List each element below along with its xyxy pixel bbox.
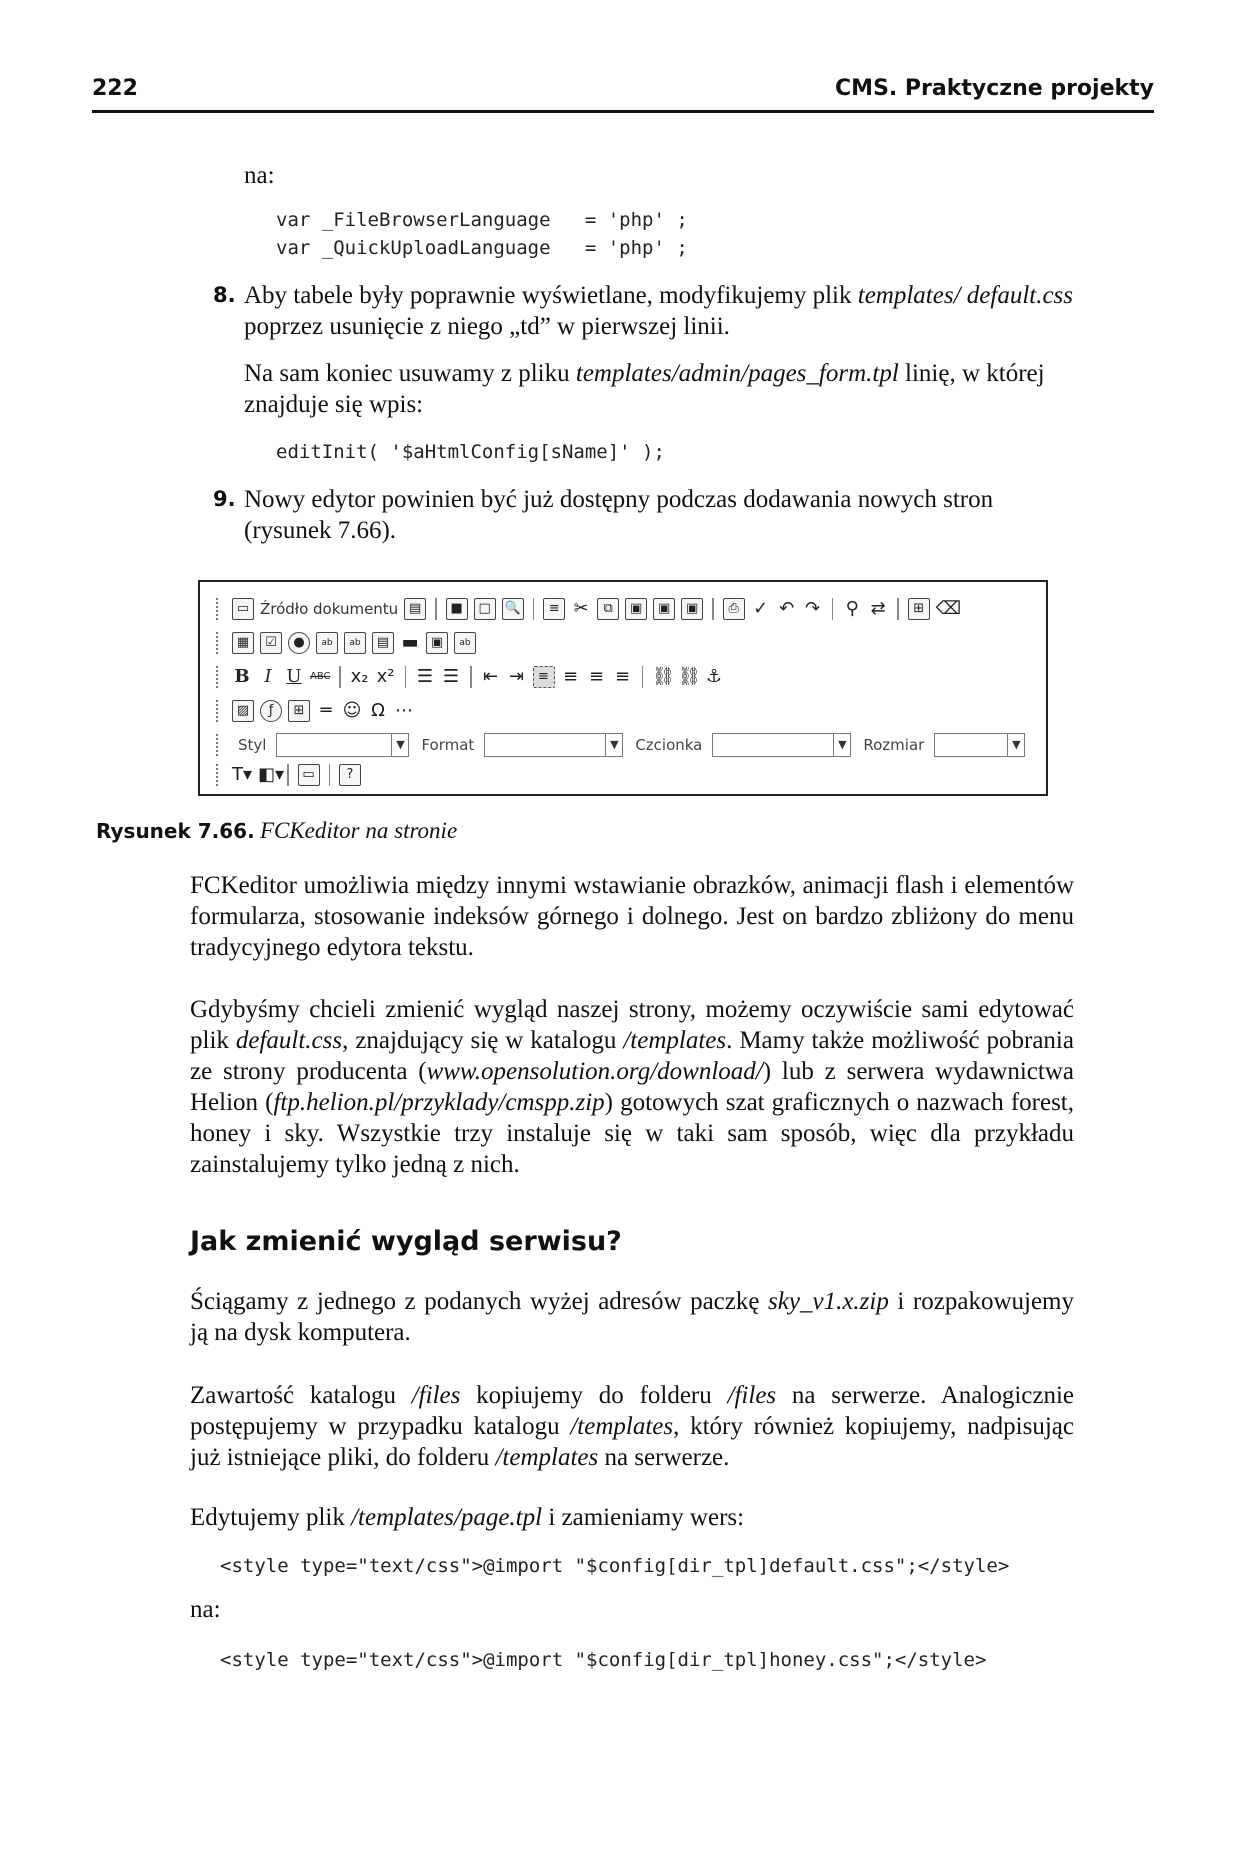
select-field-icon[interactable]: ▤ bbox=[372, 632, 394, 654]
format-label: Format bbox=[421, 736, 475, 754]
unlink-icon[interactable]: ⛓ bbox=[678, 666, 701, 687]
toolbar-separator bbox=[897, 598, 899, 620]
text: na serwerze. Analogicznie postępujemy w przypadku katalogu bbox=[190, 1382, 1074, 1440]
anchor-icon[interactable]: ⚓ bbox=[705, 666, 723, 687]
doc-props-icon[interactable]: ▤ bbox=[404, 598, 426, 620]
text: , który również kopiujemy, nadpisując już istniejące pliki, do folderu bbox=[190, 1413, 1074, 1471]
figure-caption bbox=[96, 818, 457, 844]
code-block-filebrowser bbox=[276, 206, 688, 262]
code-line: var _QuickUploadLanguage = 'php' ; bbox=[276, 237, 688, 259]
file-path: /templates bbox=[623, 1027, 727, 1054]
checkbox-icon[interactable]: ☑ bbox=[260, 632, 282, 654]
file-path: /files bbox=[411, 1382, 461, 1409]
style-select[interactable] bbox=[276, 733, 409, 757]
paragraph-download bbox=[190, 1286, 1074, 1348]
toolbar-separator bbox=[435, 598, 437, 620]
chevron-down-icon[interactable]: ▼ bbox=[391, 734, 408, 756]
bold-button[interactable]: B bbox=[234, 666, 250, 687]
file-path: default.css bbox=[235, 1027, 343, 1054]
toolbar-separator bbox=[339, 666, 341, 688]
text: Aby tabele były poprawnie wyświetlane, modyfikujemy plik bbox=[244, 282, 858, 309]
show-blocks-icon[interactable]: ▭ bbox=[298, 764, 320, 786]
source-button-label[interactable]: Źródło dokumentu bbox=[260, 600, 399, 618]
paste-word-icon[interactable]: ▣ bbox=[681, 598, 703, 620]
smiley-icon[interactable]: ☺ bbox=[342, 700, 362, 721]
replace-icon[interactable]: ⇄ bbox=[870, 598, 886, 619]
justify-icon[interactable]: ≡ bbox=[614, 666, 631, 687]
section-heading: Jak zmienić wygląd serwisu? bbox=[190, 1226, 622, 1257]
list-number-9: 9. bbox=[213, 487, 236, 511]
flash-icon[interactable]: ƒ bbox=[260, 700, 282, 722]
image-icon[interactable]: ▨ bbox=[232, 700, 254, 722]
special-char-icon[interactable]: Ω bbox=[371, 700, 385, 721]
paste-icon[interactable]: ▣ bbox=[625, 598, 647, 620]
toolbar-grip[interactable] bbox=[216, 734, 222, 756]
toolbar-separator bbox=[832, 598, 834, 620]
code-block-editinit: editInit( '$aHtmlConfig[sName]' ); bbox=[276, 441, 665, 463]
paragraph-templates bbox=[190, 994, 1074, 1180]
text: Edytujemy plik bbox=[190, 1504, 352, 1531]
text: i rozpakowujemy ją na dysk komputera. bbox=[190, 1288, 1074, 1346]
list-item-9: Nowy edytor powinien być już dostępny podczas dodawania nowych stron (rysunek 7.66). bbox=[244, 486, 994, 544]
running-title: CMS. Praktyczne projekty bbox=[835, 76, 1154, 101]
toolbar-row-4 bbox=[216, 696, 414, 726]
file-path: /files bbox=[727, 1382, 777, 1409]
preview-icon[interactable]: 🔍 bbox=[502, 598, 524, 620]
caption-text: FCKeditor na stronie bbox=[259, 818, 458, 843]
toolbar-row-2 bbox=[216, 628, 476, 658]
text: ) gotowych szat graficznych o nazwach forest, honey i sky. Wszystkie trzy instaluje się w taki sam sposób, więc dla przykładu zainstalujemy tylko jedną z nich. bbox=[190, 1089, 1074, 1178]
size-label: Rozmiar bbox=[863, 736, 925, 754]
format-select[interactable] bbox=[484, 733, 623, 757]
toolbar-grip[interactable] bbox=[216, 632, 222, 654]
paragraph-fckeditor: FCKeditor umożliwia między innymi wstawianie obrazków, animacji flash i elementów formularza, stosowanie indeksów górnego i dolnego. Jest on bardzo zbliżony do menu tradycyjnego edytora tekstu. bbox=[190, 872, 1074, 961]
paragraph-na-2: na: bbox=[190, 1596, 221, 1623]
cut-icon[interactable]: ✂ bbox=[573, 598, 589, 619]
radio-icon[interactable]: ● bbox=[288, 632, 310, 654]
outdent-icon[interactable]: ⇤ bbox=[482, 666, 499, 687]
subscript-icon[interactable]: x₂ bbox=[350, 666, 369, 687]
strikethrough-button[interactable]: ABC bbox=[310, 671, 331, 682]
text: Zawartość katalogu bbox=[190, 1382, 412, 1409]
button-field-icon[interactable]: ▬ bbox=[401, 632, 419, 653]
toolbar-grip[interactable] bbox=[216, 764, 222, 786]
hidden-field-icon[interactable]: ab bbox=[454, 632, 476, 654]
toolbar-separator bbox=[533, 598, 535, 620]
toolbar-grip[interactable] bbox=[216, 598, 222, 620]
textfield-icon[interactable]: ab bbox=[316, 632, 338, 654]
text: Gdybyśmy chcieli zmienić wygląd naszej strony, możemy oczywiście sami edytować plik bbox=[190, 996, 1074, 1054]
page-header bbox=[92, 74, 1154, 113]
code-block-default-css: <style type="text/css">@import "$config[dir_tpl]default.css";</style> bbox=[220, 1555, 1010, 1577]
underline-button[interactable]: U bbox=[286, 666, 302, 687]
text: poprzez usunięcie z niego „td” w pierwszej linii. bbox=[244, 313, 730, 340]
toolbar-row-1 bbox=[216, 594, 962, 624]
textarea-icon[interactable]: ab bbox=[344, 632, 366, 654]
caption-label: Rysunek 7.66. bbox=[96, 819, 255, 843]
text: i zamieniamy wers: bbox=[542, 1504, 745, 1531]
fckeditor-toolbar-figure bbox=[198, 580, 1048, 796]
file-path: templates/ default.css bbox=[857, 282, 1074, 309]
new-page-icon[interactable]: □ bbox=[474, 598, 496, 620]
copy-icon[interactable]: ⧉ bbox=[597, 598, 619, 620]
text: . Mamy także możliwość pobrania ze strony producenta ( bbox=[190, 1027, 1074, 1085]
paste-text-icon[interactable]: ▣ bbox=[653, 598, 675, 620]
spellcheck-icon[interactable]: ✓ bbox=[753, 598, 769, 619]
superscript-icon[interactable]: x² bbox=[376, 666, 395, 687]
remove-format-icon[interactable]: ⌫ bbox=[935, 598, 962, 619]
text: linię, w której znajduje się wpis: bbox=[244, 360, 1045, 418]
source-icon[interactable]: ▭ bbox=[232, 598, 254, 620]
style-label: Styl bbox=[238, 736, 267, 754]
indent-icon[interactable]: ⇥ bbox=[508, 666, 525, 687]
page-number: 222 bbox=[92, 76, 138, 101]
align-left-icon[interactable]: ≡ bbox=[533, 666, 555, 688]
text: , znajdujący się w katalogu bbox=[342, 1027, 624, 1054]
select-all-icon[interactable]: ⊞ bbox=[908, 598, 930, 620]
paragraph-copy-files bbox=[190, 1380, 1074, 1473]
print-icon[interactable]: ⎙ bbox=[723, 598, 745, 620]
text: kopiujemy do folderu bbox=[460, 1382, 728, 1409]
file-path: templates/admin/pages_form.tpl bbox=[575, 360, 899, 387]
text: ) lub z serwera wydawnictwa Helion ( bbox=[190, 1058, 1074, 1116]
text: Na sam koniec usuwamy z pliku bbox=[244, 360, 576, 387]
form-icon[interactable]: ▦ bbox=[232, 632, 254, 654]
file-path: sky_v1.x.zip bbox=[768, 1288, 889, 1315]
toolbar-grip[interactable] bbox=[216, 700, 222, 722]
paragraph-na: na: bbox=[244, 162, 275, 189]
templates-icon[interactable]: ≡ bbox=[543, 598, 565, 620]
chevron-down-icon[interactable]: ▼ bbox=[833, 734, 850, 756]
file-path: /templates bbox=[570, 1413, 674, 1440]
toolbar-separator bbox=[642, 666, 644, 688]
font-label: Czcionka bbox=[635, 736, 703, 754]
list-item-8 bbox=[244, 280, 1074, 342]
text: Ściągamy z jednego z podanych wyżej adresów paczkę bbox=[190, 1288, 769, 1315]
list-number-8: 8. bbox=[213, 283, 236, 307]
unordered-list-icon[interactable]: ☰ bbox=[442, 666, 460, 687]
italic-button[interactable]: I bbox=[264, 666, 272, 687]
ordered-list-icon[interactable]: ☰ bbox=[416, 666, 434, 687]
url: ftp.helion.pl/przyklady/cmspp.zip bbox=[273, 1089, 605, 1116]
paragraph-edit-file bbox=[190, 1502, 1074, 1533]
align-right-icon[interactable]: ≡ bbox=[588, 666, 605, 687]
toolbar-grip[interactable] bbox=[216, 666, 222, 688]
horizontal-rule-icon[interactable]: ═ bbox=[320, 700, 332, 721]
toolbar-row-5 bbox=[216, 730, 1025, 760]
undo-icon[interactable]: ↶ bbox=[779, 598, 795, 619]
toolbar-row-6 bbox=[216, 760, 361, 790]
chevron-down-icon[interactable]: ▼ bbox=[1007, 734, 1024, 756]
toolbar-separator bbox=[287, 764, 289, 786]
text-color-icon[interactable]: T▾ bbox=[232, 764, 253, 785]
list-item-8-continuation bbox=[244, 358, 1074, 420]
toolbar-row-3 bbox=[216, 662, 724, 692]
code-line: var _FileBrowserLanguage = 'php' ; bbox=[276, 209, 688, 231]
link-icon[interactable]: ⛓ bbox=[652, 666, 675, 687]
file-path: /templates/page.tpl bbox=[351, 1504, 543, 1531]
find-icon[interactable]: ⚲ bbox=[845, 598, 859, 619]
about-icon[interactable]: ? bbox=[339, 764, 361, 786]
font-select[interactable] bbox=[712, 733, 851, 757]
image-button-icon[interactable]: ▣ bbox=[426, 632, 448, 654]
chevron-down-icon[interactable]: ▼ bbox=[605, 734, 622, 756]
code-block-honey-css: <style type="text/css">@import "$config[dir_tpl]honey.css";</style> bbox=[220, 1649, 987, 1671]
toolbar-separator bbox=[470, 666, 472, 688]
background-color-icon[interactable]: ◧▾ bbox=[258, 764, 285, 785]
page-break-icon[interactable]: ⋯ bbox=[395, 700, 413, 721]
redo-icon[interactable]: ↷ bbox=[805, 598, 821, 619]
size-select[interactable] bbox=[934, 733, 1025, 757]
toolbar-separator bbox=[712, 598, 714, 620]
toolbar-separator bbox=[405, 666, 407, 688]
save-icon[interactable]: ■ bbox=[446, 598, 468, 620]
table-icon[interactable]: ⊞ bbox=[288, 700, 310, 722]
file-path: /templates bbox=[495, 1444, 599, 1471]
align-center-icon[interactable]: ≡ bbox=[562, 666, 579, 687]
url: www.opensolution.org/download/ bbox=[426, 1058, 763, 1085]
toolbar-separator bbox=[329, 764, 331, 786]
text: na serwerze. bbox=[598, 1444, 730, 1471]
